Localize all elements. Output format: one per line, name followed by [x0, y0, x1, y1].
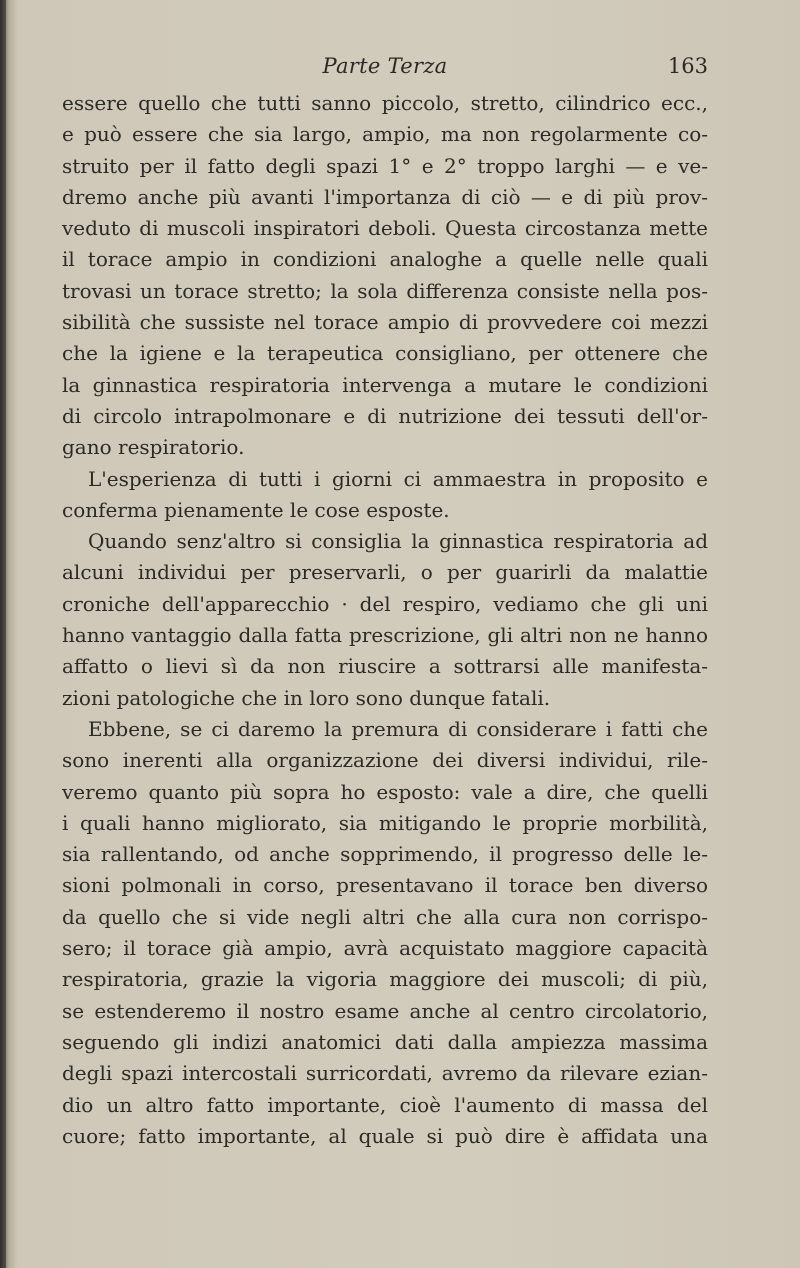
text-line: veremo quanto più sopra ho esposto: vale a dire, che quelli: [62, 779, 708, 804]
body-text: [62, 88, 708, 1152]
paragraph-first-line: L'esperienza di tutti i giorni ci ammaestra in proposito e: [88, 466, 708, 491]
running-title: Parte Terza: [322, 54, 448, 78]
text-line: sibilità che sussiste nel torace ampio di provvedere coi mezzi: [62, 310, 708, 335]
text-line: se estenderemo il nostro esame anche al centro circolatorio,: [62, 998, 708, 1023]
text-line: da quello che si vide negli altri che alla cura non corrispo-: [62, 904, 708, 929]
text-line: sioni polmonali in corso, presentavano il torace ben diverso: [62, 873, 708, 898]
text-line: respiratoria, grazie la vigoria maggiore dei muscoli; di più,: [62, 967, 708, 992]
text-line: cuore; fatto importante, al quale si può dire è affidata una: [62, 1123, 708, 1148]
text-line: alcuni individui per preservarli, o per guarirli da malattie: [62, 560, 708, 585]
page-number: 163: [667, 54, 708, 78]
text-line: la ginnastica respiratoria intervenga a mutare le condizioni: [62, 372, 708, 397]
text-line: seguendo gli indizi anatomici dati dalla ampiezza massima: [62, 1029, 708, 1054]
text-line: dremo anche più avanti l'importanza di ciò — e di più prov-: [62, 184, 708, 209]
text-line: struito per il fatto degli spazi 1° e 2° troppo larghi — e ve-: [62, 153, 708, 178]
text-line: i quali hanno migliorato, sia mitigando le proprie morbilità,: [62, 810, 708, 835]
text-line: il torace ampio in condizioni analoghe a quelle nelle quali: [62, 247, 708, 272]
text-line: degli spazi intercostali surricordati, avremo da rilevare ezian-: [62, 1061, 708, 1086]
paragraph-first-line: Quando senz'altro si consiglia la ginnastica respiratoria ad: [88, 529, 708, 554]
text-line: affatto o lievi sì da non riuscire a sottrarsi alle manifesta-: [62, 654, 708, 679]
text-line: sono inerenti alla organizzazione dei diversi individui, rile-: [62, 748, 708, 773]
text-line: essere quello che tutti sanno piccolo, stretto, cilindrico ecc.,: [62, 91, 708, 115]
text-line: conferma pienamente le cose esposte.: [62, 497, 450, 522]
text-line: dio un altro fatto importante, cioè l'aumento di massa del: [62, 1092, 708, 1117]
text-line: sia rallentando, od anche sopprimendo, il progresso delle le-: [62, 842, 708, 867]
text-line: hanno vantaggio dalla fatta prescrizione, gli altri non ne hanno: [62, 623, 708, 648]
text-line: veduto di muscoli inspiratori deboli. Questa circostanza mette: [62, 216, 708, 241]
page-header: [62, 52, 708, 84]
text-line: e può essere che sia largo, ampio, ma non regolarmente co-: [62, 122, 708, 147]
text-line: di circolo intrapolmonare e di nutrizione dei tessuti dell'or-: [62, 403, 708, 428]
paragraph-first-line: Ebbene, se ci daremo la premura di considerare i fatti che: [88, 716, 708, 741]
text-line: croniche dell'apparecchio · del respiro, vediamo che gli uni: [62, 591, 708, 616]
text-line: gano respiratorio.: [62, 435, 245, 460]
text-line: sero; il torace già ampio, avrà acquistato maggiore capacità: [62, 936, 708, 961]
text-line: zioni patologiche che in loro sono dunque fatali.: [62, 685, 551, 710]
binding-edge: [0, 0, 6, 1268]
text-line: che la igiene e la terapeutica consigliano, per ottenere che: [62, 341, 708, 366]
text-line: trovasi un torace stretto; la sola differenza consiste nella pos-: [62, 278, 708, 303]
